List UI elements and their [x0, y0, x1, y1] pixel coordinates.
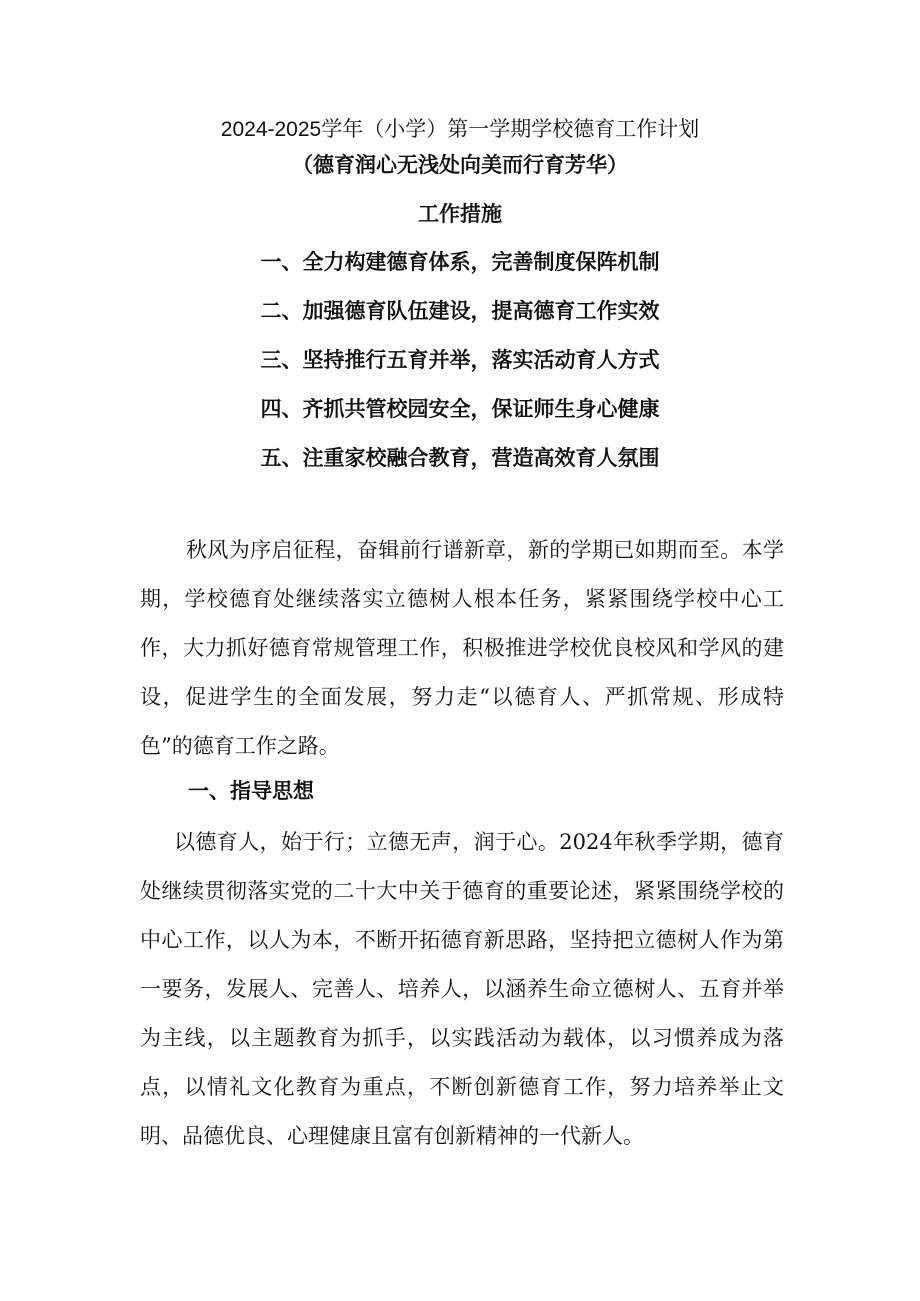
measure-item-3: 三、坚持推行五育并举，落实活动育人方式	[260, 347, 660, 372]
measure-item-1: 一、全力构建德育体系，完善制度保阵机制	[260, 249, 660, 274]
guiding-ideology-paragraph: 以德育人，始于行；立德无声，润于心。2024年秋季学期，德育处继续贯彻落实党的二十大中关于德育的重要论述，紧紧围绕学校的中心工作，以人为本，不断开拓德育新思路，坚持把立德树人作为第一要务，发展人、完善人、培养人，以涵养生命立德树人、五育并举为主线，以主题教育为抓手，以实践活动为载体，以习惯养成为落点，以情礼文化教育为重点，不断创新德育工作，努力培养举止文明、品德优良、心理健康且富有创新精神的一代新人。	[140, 830, 784, 1148]
measure-item-5: 五、注重家校融合教育，营造高效育人氛围	[260, 445, 660, 470]
measure-item-4: 四、齐抓共管校园安全，保证师生身心健康	[260, 396, 660, 421]
document-title: 2024-2025学年（小学）第一学期学校德育工作计划	[220, 118, 700, 141]
measures-heading: 工作措施	[418, 201, 502, 226]
measure-item-2: 二、加强德育队伍建设，提高德育工作实效	[260, 298, 660, 323]
document-subtitle: （德育润心无浅处向美而行育芳华）	[292, 152, 628, 177]
section-heading-guiding-ideology: 一、指导思想	[188, 778, 314, 803]
intro-paragraph: 秋风为序启征程，奋辑前行谱新章，新的学期已如期而至。本学期，学校德育处继续落实立德树人根本任务，紧紧围绕学校中心工作，大力抓好德育常规管理工作，积极推进学校优良校风和学风的建设，促进学生的全面发展，努力走“以德育人、严抓常规、形成特色”的德育工作之路。	[140, 538, 784, 758]
